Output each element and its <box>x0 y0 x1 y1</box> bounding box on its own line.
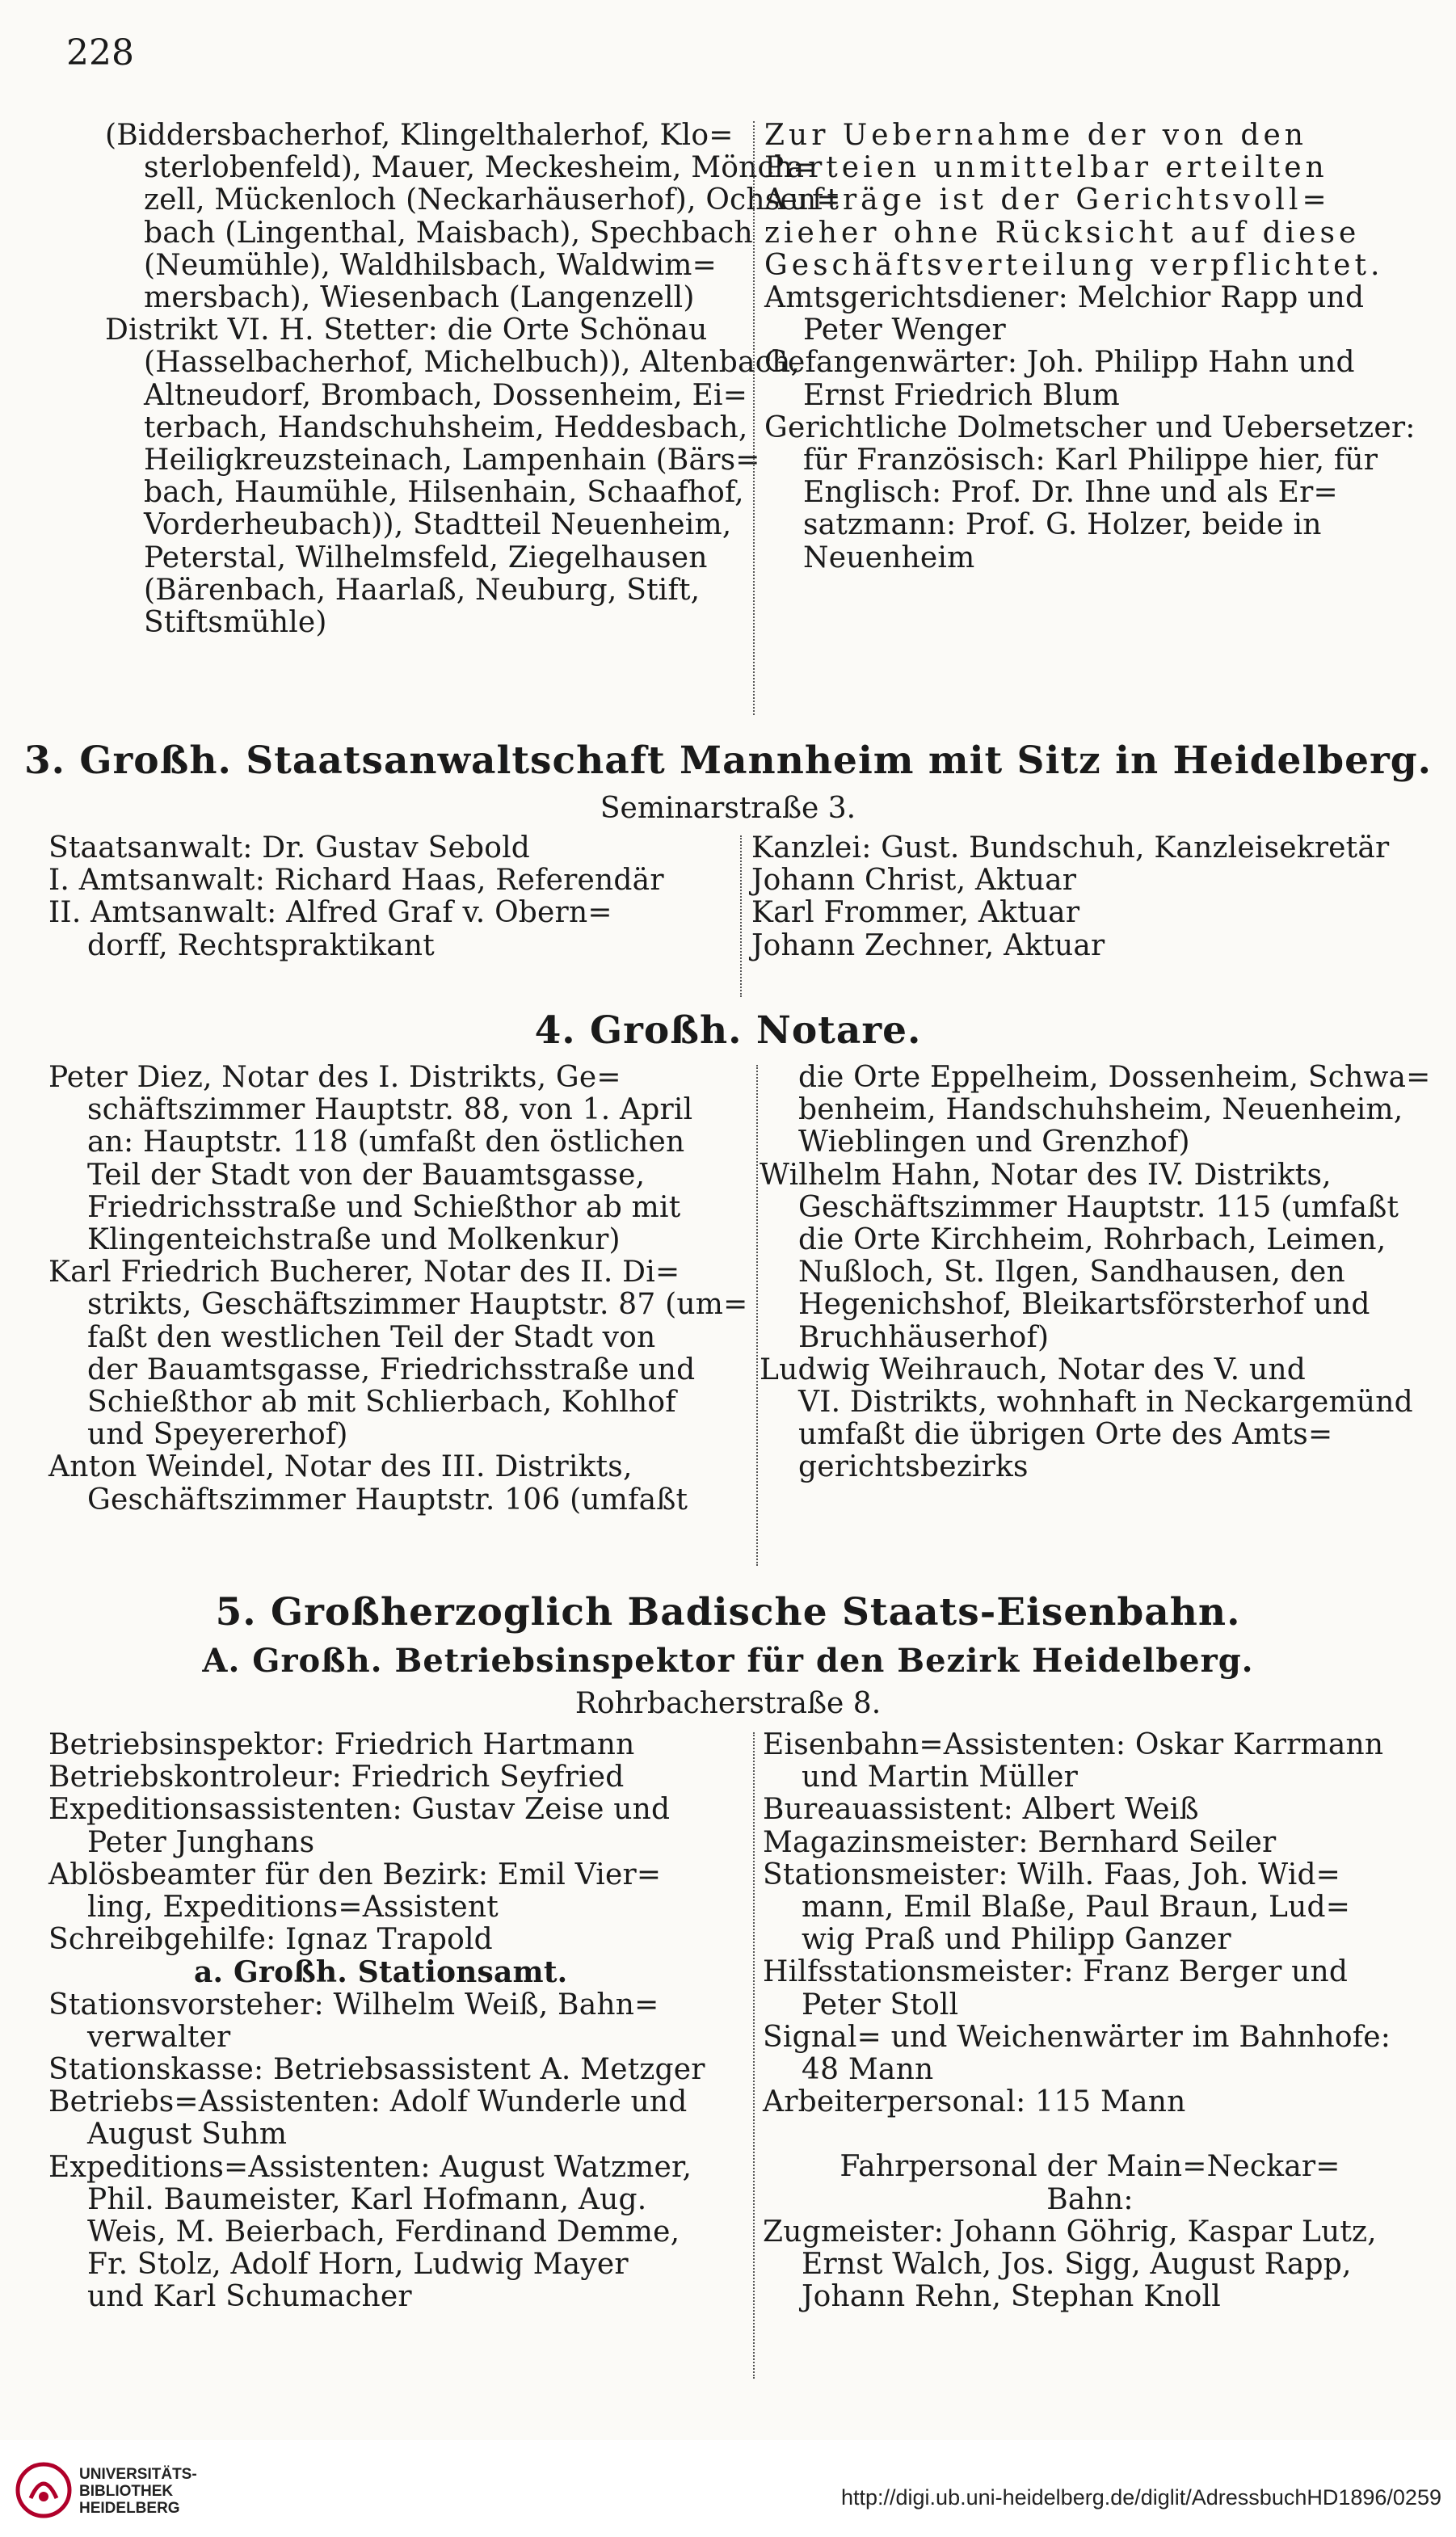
section5-right-column <box>763 1729 1417 2313</box>
text-line: Staatsanwalt: Dr. Gustav Sebold <box>48 831 531 865</box>
text-line: (Hasselbacherhof, Michelbuch)), Altenbach, <box>144 346 801 380</box>
text-line: (Bärenbach, Haarlaß, Neuburg, Stift, <box>144 573 701 607</box>
text-line: Aufträge ist der Gerichtsvoll= <box>764 183 1331 217</box>
text-line: Schießthor ab mit Schlierbach, Kohlhof <box>87 1386 676 1420</box>
section3-left-column <box>48 832 735 962</box>
text-line: Geschäftsverteilung verpflichtet. <box>764 248 1384 282</box>
text-line: Ludwig Weihrauch, Notar des V. und <box>760 1353 1306 1386</box>
text-line: Klingenteichstraße und Molkenkur) <box>87 1223 621 1257</box>
text-line: Zur Uebernahme der von den <box>764 119 1307 152</box>
text-line: bach (Lingenthal, Maisbach), Spechbach <box>144 216 753 250</box>
text-line: Ernst Friedrich Blum <box>803 378 1120 412</box>
text-line: Phil. Baumeister, Karl Hofmann, Aug. <box>87 2182 647 2216</box>
text-line: Zugmeister: Johann Göhrig, Kaspar Lutz, <box>763 2215 1377 2249</box>
text-line: Peter Stoll <box>802 1988 959 2022</box>
library-seal-icon <box>15 2461 73 2519</box>
text-line: für Französisch: Karl Philippe hier, für <box>803 444 1378 478</box>
text-line: (Neumühle), Waldhilsbach, Waldwim= <box>144 248 717 282</box>
section3-address: Seminarstraße 3. <box>600 792 856 825</box>
text-line: Anton Weindel, Notar des III. Distrikts, <box>48 1450 633 1484</box>
text-line: Betriebs=Assistenten: Adolf Wunderle und <box>48 2085 688 2119</box>
text-line: Englisch: Prof. Dr. Ihne und als Er= <box>803 476 1338 510</box>
text-line: satzmann: Prof. G. Holzer, beide in <box>803 508 1322 542</box>
text-line: die Orte Kirchheim, Rohrbach, Leimen, <box>798 1223 1387 1257</box>
section5-heading: 5. Großherzoglich Badische Staats-Eisenbahn. <box>215 1590 1241 1635</box>
text-line: wig Praß und Philipp Ganzer <box>802 1923 1231 1957</box>
text-line: strikts, Geschäftszimmer Hauptstr. 87 (um= <box>87 1288 748 1322</box>
text-line: Friedrichsstraße und Schießthor ab mit <box>87 1190 681 1224</box>
text-line: Stationsmeister: Wilh. Faas, Joh. Wid= <box>763 1858 1341 1891</box>
text-line: Magazinsmeister: Bernhard Seiler <box>763 1825 1277 1859</box>
text-line: Ernst Walch, Jos. Sigg, August Rapp, <box>802 2248 1352 2282</box>
logo-line: BIBLIOTHEK <box>79 2483 174 2500</box>
text-line: Fahrpersonal der Main=Neckar= <box>840 2150 1340 2184</box>
text-line: Johann Rehn, Stephan Knoll <box>802 2280 1221 2314</box>
column-divider <box>753 1732 755 2379</box>
text-line: Johann Zechner, Aktuar <box>751 928 1105 962</box>
section2-left-column <box>105 119 841 640</box>
text-line: an: Hauptstr. 118 (umfaßt den östlichen <box>87 1125 685 1159</box>
section2-right-column <box>764 119 1416 574</box>
text-line: schäftszimmer Hauptstr. 88, von 1. April <box>87 1093 693 1127</box>
text-line: dorff, Rechtspraktikant <box>87 928 435 962</box>
text-line: sterlobenfeld), Mauer, Meckesheim, Mönch= <box>144 151 818 185</box>
text-line: Expeditionsassistenten: Gustav Zeise und <box>48 1793 671 1827</box>
text-line: I. Amtsanwalt: Richard Haas, Referendär <box>48 864 664 898</box>
text-line: Johann Christ, Aktuar <box>751 864 1077 898</box>
text-line: benheim, Handschuhsheim, Neuenheim, <box>798 1093 1403 1127</box>
text-line: VI. Distrikts, wohnhaft in Neckargemünd <box>798 1386 1413 1420</box>
text-line: Weis, M. Beierbach, Ferdinand Demme, <box>87 2215 680 2249</box>
text-line: faßt den westlichen Teil der Stadt von <box>87 1320 656 1354</box>
footer <box>0 2440 1456 2537</box>
text-line: zieher ohne Rücksicht auf diese <box>764 216 1361 250</box>
text-line: Gefangenwärter: Joh. Philipp Hahn und <box>764 346 1355 380</box>
text-line: Signal= und Weichenwärter im Bahnhofe: <box>763 2020 1391 2054</box>
page-number: 228 <box>66 32 134 74</box>
section5-left-column <box>48 1729 748 2314</box>
text-line: Arbeiterpersonal: 115 Mann <box>763 2085 1186 2119</box>
text-line: Karl Frommer, Aktuar <box>751 896 1080 930</box>
text-line: und Martin Müller <box>802 1761 1078 1794</box>
text-line: umfaßt die übrigen Orte des Amts= <box>798 1418 1333 1452</box>
text-line: Geschäftszimmer Hauptstr. 115 (umfaßt <box>798 1190 1399 1224</box>
text-line: mersbach), Wiesenbach (Langenzell) <box>144 281 695 315</box>
logo-line: UNIVERSITÄTS- <box>79 2466 197 2483</box>
text-line: Bruchhäuserhof) <box>798 1320 1050 1354</box>
text-line: Gerichtliche Dolmetscher und Uebersetzer: <box>764 410 1416 444</box>
text-line: bach, Haumühle, Hilsenhain, Schaafhof, <box>144 476 744 510</box>
section4-left-column <box>48 1062 751 1517</box>
section5-subheading: A. Großh. Betriebsinspektor für den Bezirk Heidelberg. <box>202 1642 1254 1680</box>
text-line: Fr. Stolz, Adolf Horn, Ludwig Mayer <box>87 2248 629 2282</box>
text-line: Schreibgehilfe: Ignaz Trapold <box>48 1923 493 1957</box>
text-line: Stationsvorsteher: Wilhelm Weiß, Bahn= <box>48 1988 659 2022</box>
text-line: Expeditions=Assistenten: August Watzmer, <box>48 2150 692 2184</box>
text-line: Karl Friedrich Bucherer, Notar des II. Di= <box>48 1256 680 1290</box>
text-line: II. Amtsanwalt: Alfred Graf v. Obern= <box>48 896 612 930</box>
text-line <box>763 2118 1417 2151</box>
source-url[interactable]: http://digi.ub.uni-heidelberg.de/diglit/AdressbuchHD1896/0259 <box>840 2485 1441 2510</box>
text-line: der Bauamtsgasse, Friedrichsstraße und <box>87 1353 696 1386</box>
text-line: ling, Expeditions=Assistent <box>87 1891 499 1925</box>
text-line: Hegenichshof, Bleikartsförsterhof und <box>798 1288 1370 1322</box>
section3-right-column <box>751 832 1422 962</box>
section5-address: Rohrbacherstraße 8. <box>574 1687 882 1720</box>
text-line: Heiligkreuzsteinach, Lampenhain (Bärs= <box>144 444 760 478</box>
column-divider <box>756 1065 758 1566</box>
text-line: August Suhm <box>87 2118 288 2152</box>
text-line: gerichtsbezirks <box>798 1450 1029 1484</box>
text-line: Stationskasse: Betriebsassistent A. Metzger <box>48 2053 705 2087</box>
text-line: verwalter <box>87 2020 231 2054</box>
text-line: Geschäftszimmer Hauptstr. 106 (umfaßt <box>87 1483 688 1517</box>
text-line: Hilfsstationsmeister: Franz Berger und <box>763 1955 1349 1989</box>
text-line: Altneudorf, Brombach, Dossenheim, Ei= <box>144 378 748 412</box>
text-line: Stiftsmühle) <box>144 606 327 640</box>
text-line: terbach, Handschuhsheim, Heddesbach, <box>144 410 748 444</box>
text-line: Amtsgerichtsdiener: Melchior Rapp und <box>764 281 1365 315</box>
text-line: Peterstal, Wilhelmsfeld, Ziegelhausen <box>144 541 708 574</box>
text-line: und Speyererhof) <box>87 1418 348 1452</box>
section4-heading: 4. Großh. Notare. <box>534 1008 922 1053</box>
column-divider <box>753 121 755 715</box>
text-line: Wilhelm Hahn, Notar des IV. Distrikts, <box>760 1158 1332 1192</box>
text-line: Betriebskontroleur: Friedrich Seyfried <box>48 1761 625 1794</box>
column-divider <box>740 835 742 997</box>
text-line: Peter Wenger <box>803 313 1006 347</box>
text-line: Distrikt VI. H. Stetter: die Orte Schönau <box>105 313 708 347</box>
text-line: Kanzlei: Gust. Bundschuh, Kanzleisekretär <box>751 831 1390 865</box>
text-line: Teil der Stadt von der Bauamtsgasse, <box>87 1158 646 1192</box>
text-line: Vorderheubach)), Stadtteil Neuenheim, <box>144 508 732 542</box>
text-line: Bureauassistent: Albert Weiß <box>763 1793 1199 1827</box>
text-line: Peter Junghans <box>87 1825 315 1859</box>
text-line: Peter Diez, Notar des I. Distrikts, Ge= <box>48 1061 621 1094</box>
text-line: Nußloch, St. Ilgen, Sandhausen, den <box>798 1256 1345 1290</box>
library-logo <box>15 2456 208 2529</box>
text-line: und Karl Schumacher <box>87 2280 412 2314</box>
text-line: 48 Mann <box>802 2053 934 2087</box>
text-line: Wieblingen und Grenzhof) <box>798 1125 1190 1159</box>
text-line: (Biddersbacherhof, Klingelthalerhof, Klo= <box>105 119 734 152</box>
text-line: mann, Emil Blaße, Paul Braun, Lud= <box>802 1891 1351 1925</box>
text-line: die Orte Eppelheim, Dossenheim, Schwa= <box>798 1061 1431 1094</box>
section3-heading: 3. Großh. Staatsanwaltschaft Mannheim mit Sitz in Heidelberg. <box>23 738 1433 783</box>
text-line: Eisenbahn=Assistenten: Oskar Karrmann <box>763 1728 1384 1761</box>
text-line: Neuenheim <box>803 541 975 574</box>
text-line: zell, Mückenloch (Neckarhäuserhof), Ochsen= <box>144 183 841 217</box>
section4-right-column <box>760 1061 1431 1484</box>
text-line: a. Großh. Stationsamt. <box>194 1955 568 1990</box>
text-line: Bahn: <box>1046 2182 1134 2216</box>
text-line: Betriebsinspektor: Friedrich Hartmann <box>48 1728 635 1761</box>
logo-line: HEIDELBERG <box>79 2500 180 2517</box>
text-line: Parteien unmittelbar erteilten <box>764 151 1328 185</box>
text-line: Ablösbeamter für den Bezirk: Emil Vier= <box>48 1858 662 1891</box>
